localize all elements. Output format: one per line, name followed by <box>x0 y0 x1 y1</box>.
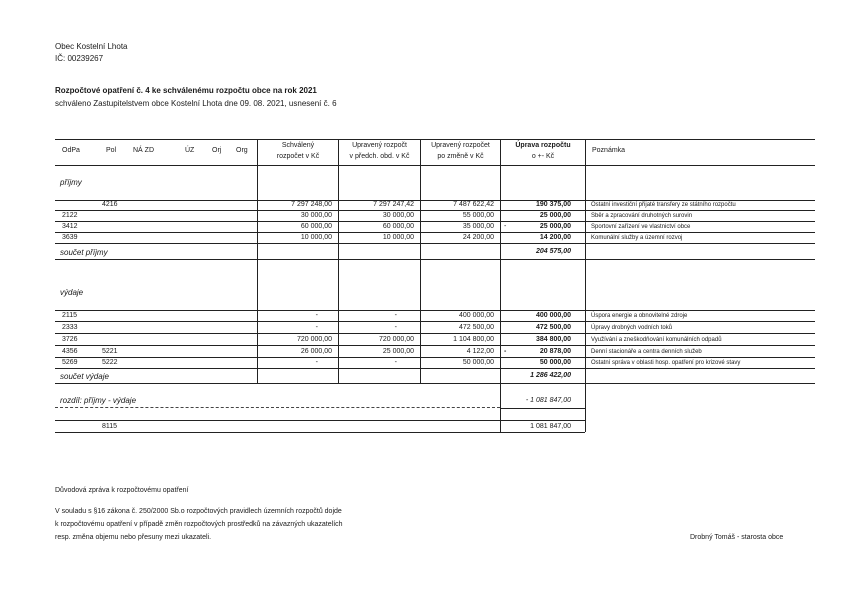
cell-odpa: 5269 <box>62 359 78 366</box>
cell-change: 14 200,00 <box>539 234 571 241</box>
col-line <box>585 139 586 383</box>
row-line <box>55 368 815 369</box>
cell-approved: 720 000,00 <box>296 336 332 343</box>
row-line <box>55 232 815 233</box>
col-header-adjusted-prev-sub: v předch. obd. v Kč <box>349 153 410 160</box>
cell-change: 384 800,00 <box>535 336 571 343</box>
cell-pol: 5221 <box>102 348 118 355</box>
cell-adjusted-after: 4 122,00 <box>466 348 494 355</box>
cell-note: Využívání a zneškodňování komunálních odpadů <box>591 337 722 343</box>
cell-adjusted-prev: 7 297 247,42 <box>373 201 414 208</box>
col-header-change-sub: o +- Kč <box>531 153 555 160</box>
cell-adjusted-after: 7 487 622,42 <box>453 201 494 208</box>
col-header-uz: ÚZ <box>185 147 195 154</box>
signatory-name: Drobný Tomáš - starosta obce <box>690 534 784 541</box>
difference-underline <box>55 407 500 408</box>
expense-total-label: součet výdaje <box>60 372 109 381</box>
report-line-3: resp. změna objemu nebo přesuny mezi ukazateli. <box>55 534 212 541</box>
cell-adjusted-prev: 10 000,00 <box>382 234 414 241</box>
report-title: Důvodová zpráva k rozpočtovému opatření <box>55 487 189 494</box>
cell-adjusted-after: 400 000,00 <box>458 312 494 319</box>
cell-note: Denní stacionáře a centra denních služeb <box>591 349 702 355</box>
document-title: Rozpočtové opatření č. 4 ke schválenému rozpočtu obce na rok 2021 <box>55 86 317 95</box>
col-header-change: Úprava rozpočtu <box>515 142 571 149</box>
cell-adjusted-prev: - <box>394 324 397 331</box>
col-line <box>257 139 258 383</box>
cell-approved: 7 297 248,00 <box>291 201 332 208</box>
row-line <box>55 345 815 346</box>
company-id: IČ: 00239267 <box>55 54 104 63</box>
cell-pol: 5222 <box>102 359 118 366</box>
col-header-orj: Orj <box>212 147 222 154</box>
cell-adjusted-prev: - <box>394 359 397 366</box>
section-label-expenses: výdaje <box>60 288 84 297</box>
cell-adjusted-prev: - <box>394 312 397 319</box>
cell-note: Sportovní zařízení ve vlastnictví obce <box>591 224 691 230</box>
cell-adjusted-after: 55 000,00 <box>462 212 494 219</box>
income-total-value: 204 575,00 <box>535 248 571 255</box>
cell-approved: 26 000,00 <box>300 348 332 355</box>
cell-odpa: 4356 <box>62 348 78 355</box>
report-line-2: k rozpočtovému opatření v případě změn rozpočtových prostředků na závazných ukazatelích <box>55 521 343 528</box>
col-header-approved: Schválený <box>281 142 315 149</box>
cell-change: 20 878,00 <box>539 348 571 355</box>
cell-change: 190 375,00 <box>535 201 571 208</box>
difference-label: rozdíl: příjmy - výdaje <box>60 396 137 405</box>
cell-odpa: 3412 <box>62 223 78 230</box>
row-line <box>55 333 815 334</box>
col-header-pol: Pol <box>106 147 117 154</box>
cell-sign: - <box>504 348 507 355</box>
row-line <box>55 259 815 260</box>
cell-odpa: 2333 <box>62 324 78 331</box>
cell-approved: - <box>315 312 318 319</box>
row-line <box>55 357 815 358</box>
row-line <box>55 310 815 311</box>
cell-note: Úspora energie a obnovitelné zdroje <box>591 313 688 319</box>
cell-sign: - <box>504 223 507 230</box>
cell-odpa: 2122 <box>62 212 78 219</box>
cell-adjusted-prev: 60 000,00 <box>382 223 414 230</box>
cell-approved: 60 000,00 <box>300 223 332 230</box>
row-line <box>500 408 585 409</box>
report-line-1: V souladu s §16 zákona č. 250/2000 Sb.o rozpočtových pravidlech územních rozpočtů dojde <box>55 508 342 515</box>
row-line <box>55 420 585 421</box>
cell-adjusted-after: 472 500,00 <box>458 324 494 331</box>
row-line <box>55 221 815 222</box>
col-header-odpa: OdPa <box>62 147 80 154</box>
cell-odpa: 3726 <box>62 336 78 343</box>
cell-pol: 4216 <box>102 201 118 208</box>
income-total-label: součet příjmy <box>60 248 108 257</box>
cell-adjusted-prev: 720 000,00 <box>378 336 414 343</box>
cell-change: 25 000,00 <box>539 223 571 230</box>
cell-note: Úpravy drobných vodních toků <box>591 325 673 331</box>
col-header-approved-sub: rozpočet v Kč <box>276 153 320 160</box>
cell-adjusted-prev: 25 000,00 <box>382 348 414 355</box>
cell-approved: - <box>315 359 318 366</box>
cell-approved: 30 000,00 <box>300 212 332 219</box>
expense-total-value: 1 286 422,00 <box>530 372 571 379</box>
col-header-note: Poznámka <box>592 147 626 154</box>
row-line <box>55 383 815 384</box>
table-top-border <box>55 139 815 140</box>
col-header-adjusted-after-sub: po změně v Kč <box>437 153 484 160</box>
table-header-border <box>55 165 815 166</box>
approval-note: schváleno Zastupitelstvem obce Kostelní Lhota dne 09. 08. 2021, usnesení č. 6 <box>55 99 337 108</box>
row-line <box>55 321 815 322</box>
row-line <box>55 210 815 211</box>
col-line <box>338 139 339 383</box>
cell-note: Komunální služby a územní rozvoj <box>591 235 683 241</box>
cell-change: 400 000,00 <box>535 312 571 319</box>
col-header-org: Org <box>236 147 248 154</box>
financing-item-value: 1 081 847,00 <box>530 423 571 430</box>
col-header-nazd: NÁ ZD <box>133 147 154 154</box>
financing-item-pol: 8115 <box>102 423 118 430</box>
col-header-adjusted-after: Upravený rozpočet <box>431 142 490 149</box>
cell-adjusted-after: 35 000,00 <box>462 223 494 230</box>
cell-odpa: 3639 <box>62 234 78 241</box>
col-line <box>420 139 421 383</box>
cell-note: Ostatní investiční přijaté transfery ze státního rozpočtu <box>591 202 736 208</box>
cell-change: 472 500,00 <box>535 324 571 331</box>
cell-approved: 10 000,00 <box>300 234 332 241</box>
cell-adjusted-after: 1 104 800,00 <box>453 336 494 343</box>
municipality-name: Obec Kostelní Lhota <box>55 42 128 51</box>
section-label-income: příjmy <box>60 178 82 187</box>
cell-change: 50 000,00 <box>539 359 571 366</box>
cell-adjusted-prev: 30 000,00 <box>382 212 414 219</box>
cell-note: Sběr a zpracování druhotných surovin <box>591 213 693 219</box>
cell-adjusted-after: 24 200,00 <box>462 234 494 241</box>
row-line <box>55 243 815 244</box>
col-line <box>500 139 501 432</box>
col-header-adjusted-prev: Upravený rozpočt <box>352 142 407 149</box>
cell-odpa: 2115 <box>62 312 78 319</box>
difference-value: - 1 081 847,00 <box>525 397 571 404</box>
cell-adjusted-after: 50 000,00 <box>462 359 494 366</box>
cell-approved: - <box>315 324 318 331</box>
cell-change: 25 000,00 <box>539 212 571 219</box>
row-line <box>55 432 585 433</box>
cell-note: Ostatní správa v oblasti hosp. opatření pro krizové stavy <box>591 360 741 366</box>
